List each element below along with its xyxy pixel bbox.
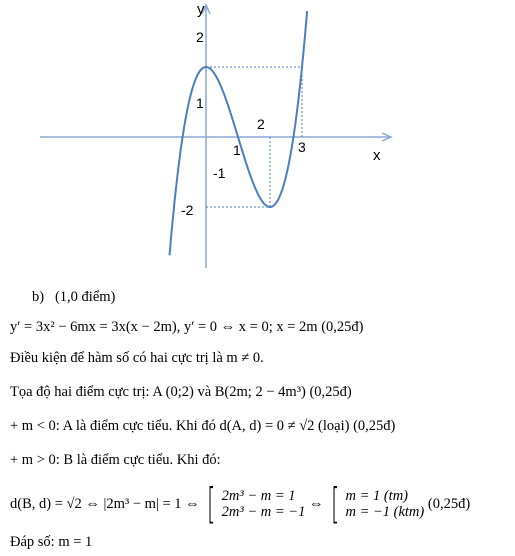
part-b-header <box>32 287 115 307</box>
x-axis-label: x <box>373 147 381 164</box>
cubic-curve <box>170 11 308 255</box>
function-graph <box>0 0 515 275</box>
tick-label-x-1: 1 <box>233 142 241 158</box>
derivative-line: y′ = 3x² − 6mx = 3x(x − 2m), y′ = 0 ⇔ x = 0; x = 2m (0,25đ) <box>10 319 364 335</box>
distance-equation-line <box>10 479 471 528</box>
system-2-eq-b: m = −1 (ktm) <box>345 504 425 520</box>
tick-labels <box>181 29 306 218</box>
equivalence-arrow: ⇔ <box>308 496 324 512</box>
case-m-positive-line: + m > 0: B là điểm cực tiểu. Khi đó: <box>10 452 221 468</box>
y-axis-label: y <box>197 1 205 18</box>
part-points: (1,0 điểm) <box>54 289 116 305</box>
part-label: b) <box>32 289 45 305</box>
axes <box>40 5 391 268</box>
tick-label-y--1: -1 <box>213 165 226 181</box>
equation-points: (0,25đ) <box>427 496 471 512</box>
tick-label-x-3: 3 <box>298 139 306 155</box>
tick-label-y--2: -2 <box>181 202 194 218</box>
distance-lhs: d(B, d) = √2 ⇔ |2m³ − m| = 1 ⇔ <box>10 496 200 512</box>
extrema-coords-line: Tọa độ hai điểm cực trị: A (0;2) và B(2m; 2 − 4m³) (0,25đ) <box>10 384 352 400</box>
system-1-eq-a: 2m³ − m = 1 <box>221 488 296 504</box>
final-answer-line: Đáp số: m = 1 <box>10 534 93 550</box>
tick-label-x-2: 2 <box>257 116 265 132</box>
system-1: [ 2m³ − m = 1 2m³ − m = −1 <box>207 479 306 528</box>
tick-label-y-2: 2 <box>196 29 204 45</box>
case-m-negative-line: + m < 0: A là điểm cực tiểu. Khi đó d(A, d) = 0 ≠ √2 (loại) (0,25đ) <box>10 418 396 434</box>
tick-label-y-1: 1 <box>196 95 204 111</box>
system-2: [ m = 1 (tm) m = −1 (ktm) <box>331 479 425 528</box>
system-2-eq-a: m = 1 (tm) <box>345 488 409 504</box>
condition-line: Điều kiện để hàm số có hai cực trị là m ≠ 0. <box>10 350 264 366</box>
system-1-eq-b: 2m³ − m = −1 <box>221 504 306 520</box>
